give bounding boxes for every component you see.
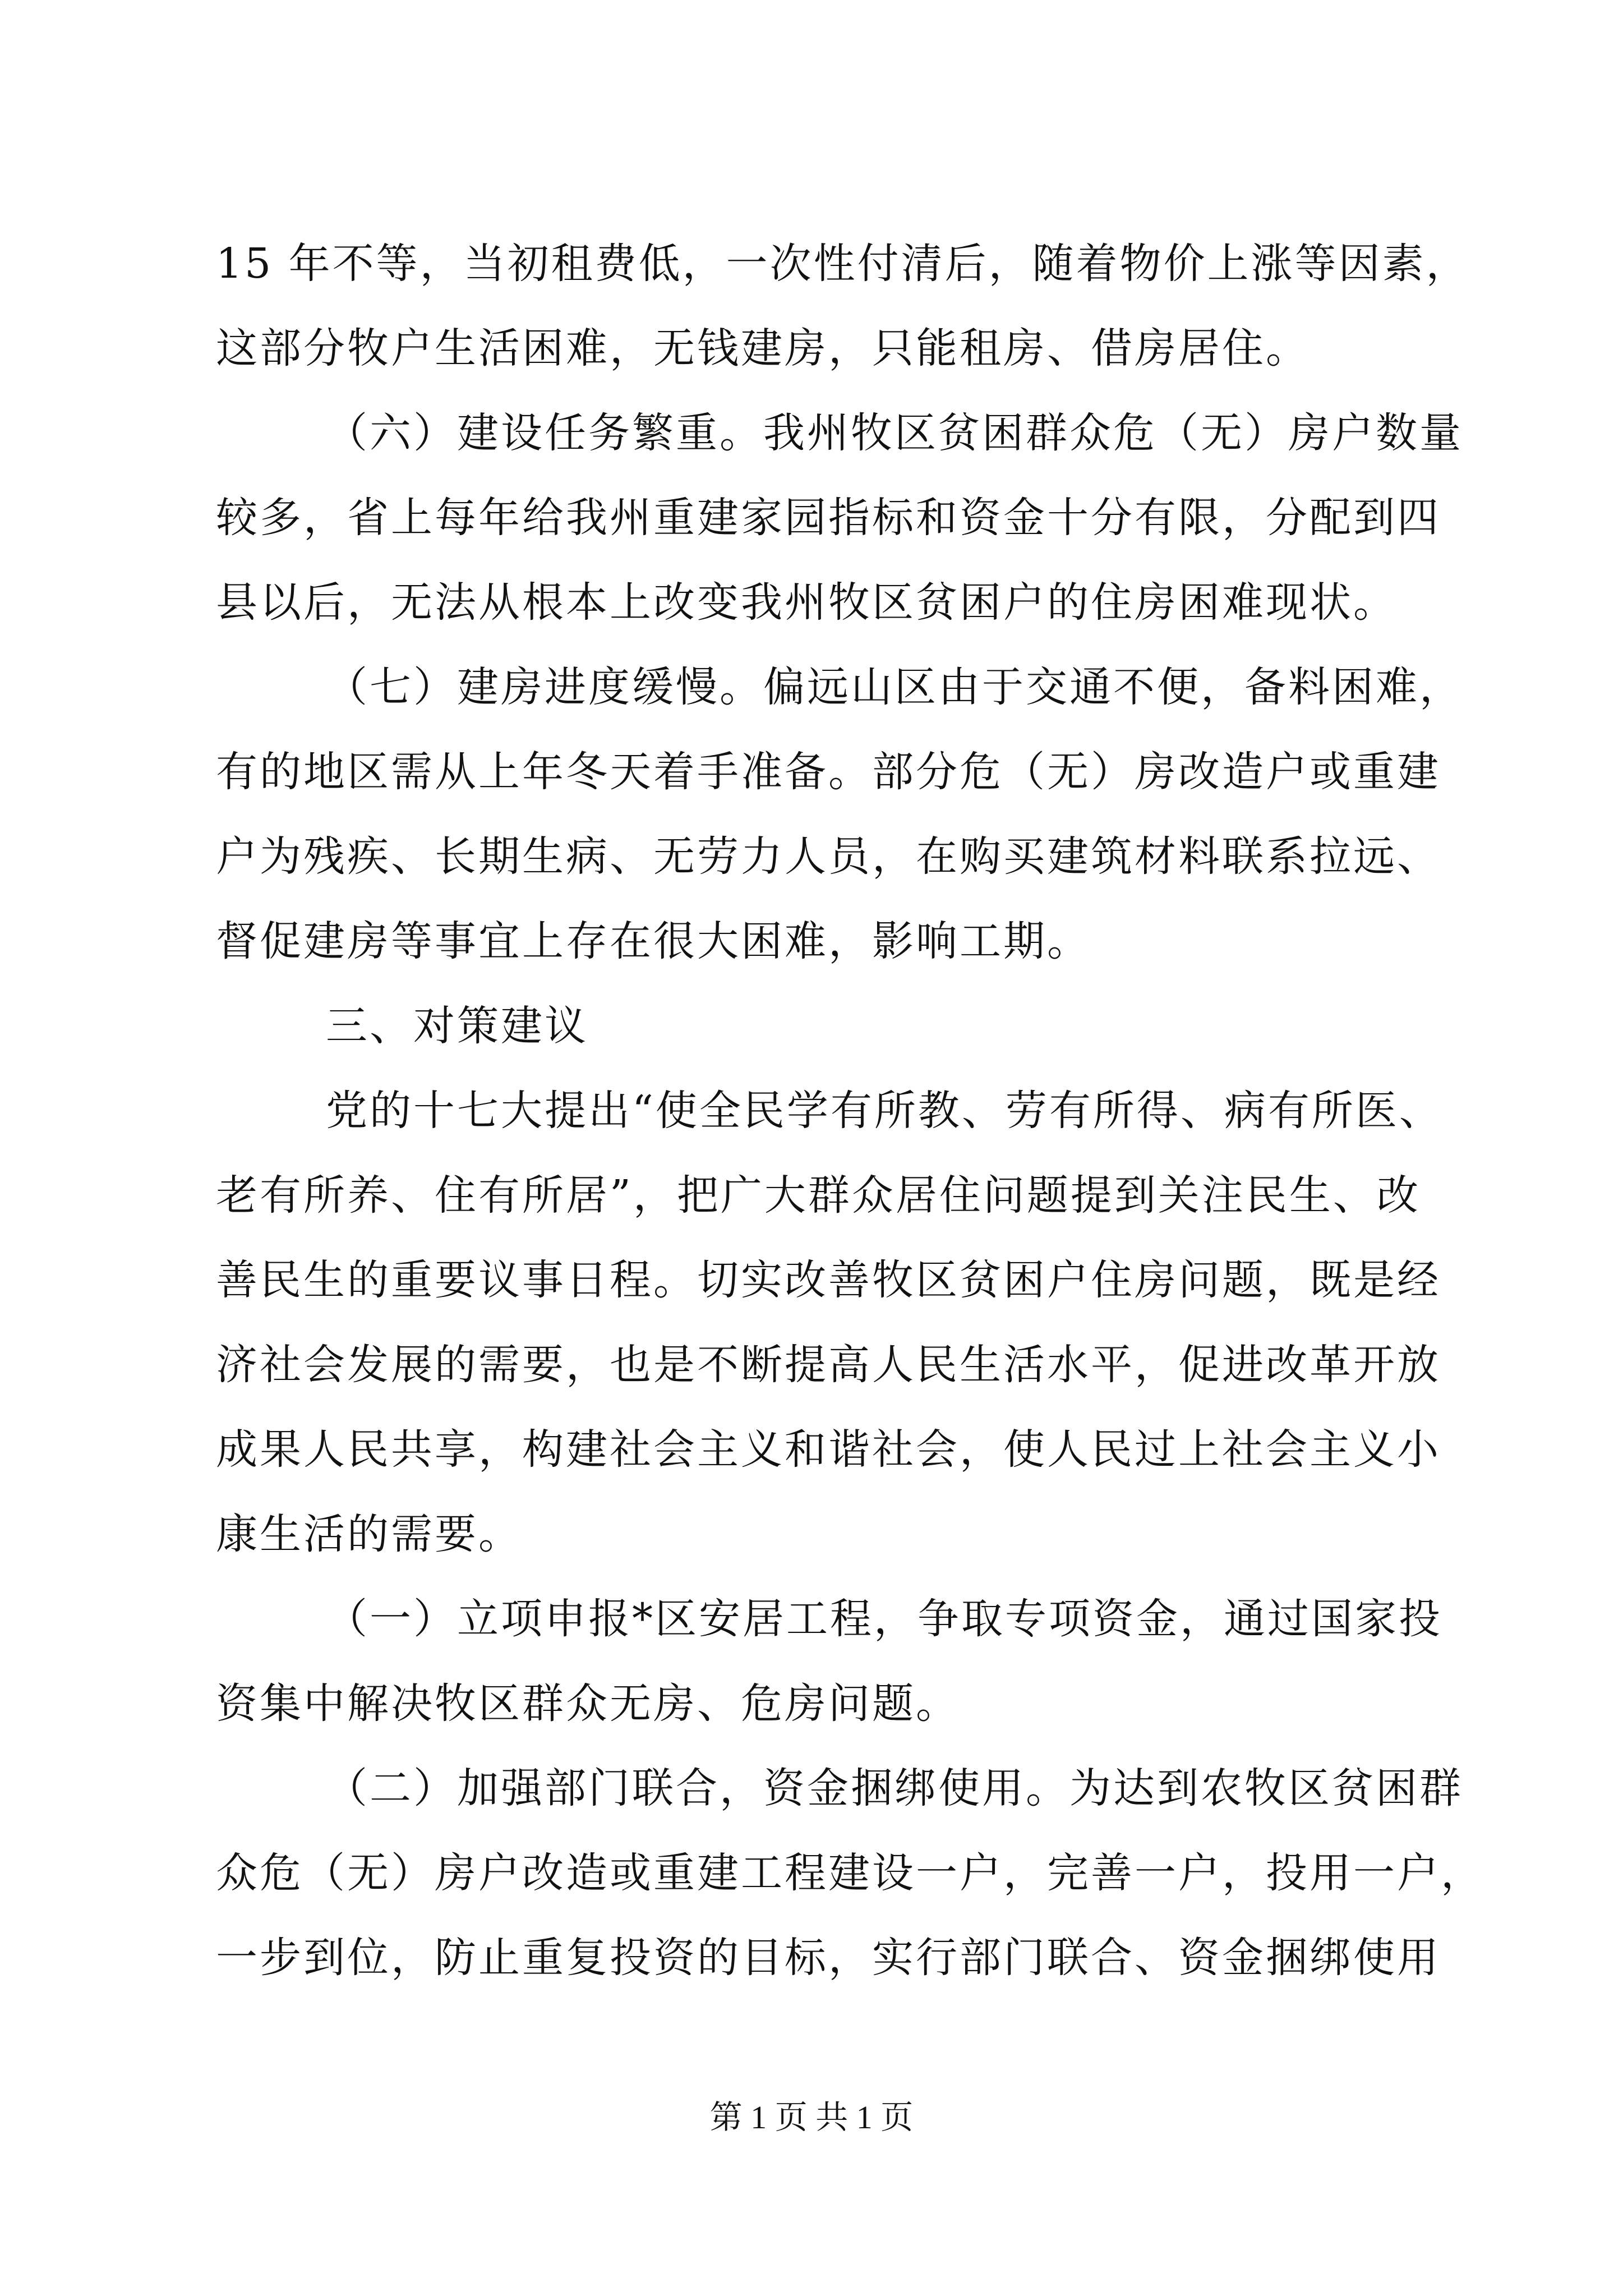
text-line: 善民生的重要议事日程。切实改善牧区贫困户住房问题，既是经 (216, 1256, 1441, 1304)
text-line: 康生活的需要。 (216, 1510, 522, 1558)
text-line: 户为残疾、长期生病、无劳力人员，在购买建筑材料联系拉远、 (216, 832, 1441, 881)
text-line: 济社会发展的需要，也是不断提高人民生活水平，促进改革开放 (216, 1341, 1441, 1389)
paragraph-one-line: （一）立项申报*区安居工程，争取专项资金，通过国家投 (326, 1595, 1442, 1643)
text-line: 这部分牧户生活困难，无钱建房，只能租房、借房居住。 (216, 324, 1310, 372)
text-line: 资集中解决牧区群众无房、危房问题。 (216, 1680, 960, 1728)
text-line: 老有所养、住有所居”，把广大群众居住问题提到关注民生、改 (216, 1171, 1421, 1220)
document-body (216, 222, 1484, 2000)
text-line: 成果人民共享，构建社会主义和谐社会，使人民过上社会主义小 (216, 1425, 1441, 1474)
text-line: 一步到位，防止重复投资的目标，实行部门联合、资金捆绑使用 (216, 1934, 1441, 1982)
text-line: 15 年不等，当初租费低，一次性付清后，随着物价上涨等因素， (216, 240, 1470, 288)
page-number-footer: 第 1 页 共 1 页 (709, 2099, 914, 2136)
text-line: 较多，省上每年给我州重建家园指标和资金十分有限，分配到四 (216, 494, 1441, 542)
paragraph-six-line: （六）建设任务繁重。我州牧区贫困群众危（无）房户数量 (326, 409, 1463, 457)
text-line: 有的地区需从上年冬天着手准备。部分危（无）房改造户或重建 (216, 748, 1441, 796)
paragraph-party-line: 党的十七大提出“使全民学有所教、劳有所得、病有所医、 (326, 1087, 1443, 1135)
section-heading: 三、对策建议 (326, 1002, 588, 1050)
text-line: 督促建房等事宜上存在很大困难，影响工期。 (216, 917, 1091, 965)
text-line: 众危（无）房户改造或重建工程建设一户，完善一户，投用一户， (216, 1849, 1484, 1897)
paragraph-seven-line: （七）建房进度缓慢。偏远山区由于交通不便，备料困难， (326, 663, 1463, 711)
text-line: 县以后，无法从根本上改变我州牧区贫困户的住房困难现状。 (216, 578, 1397, 627)
paragraph-two-line: （二）加强部门联合，资金捆绑使用。为达到农牧区贫困群 (326, 1764, 1463, 1812)
